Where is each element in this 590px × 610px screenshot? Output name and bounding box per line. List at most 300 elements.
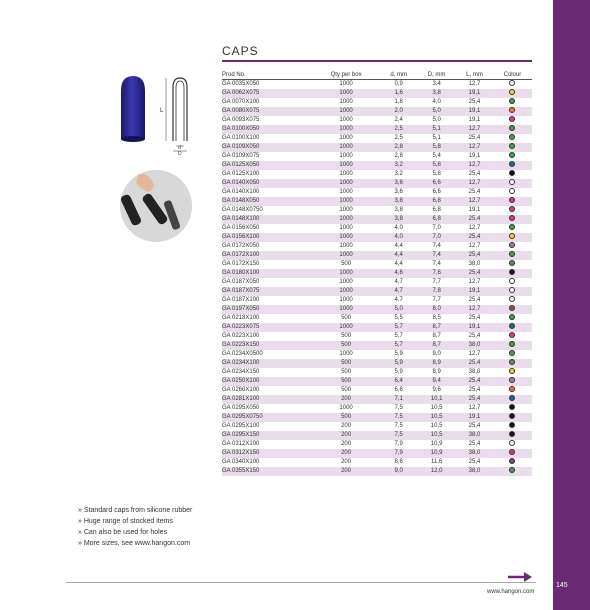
cell-qty: 1000 xyxy=(312,161,380,170)
cell-L: 38,0 xyxy=(468,369,481,375)
colour-swatch-icon xyxy=(509,386,515,392)
cell-colour xyxy=(493,377,532,386)
colour-swatch-icon xyxy=(509,179,515,185)
cell-prod-no: GA 0340X100 xyxy=(222,459,260,465)
cell-D: 5,0 xyxy=(432,117,441,123)
colour-swatch-icon xyxy=(509,395,515,401)
cell-colour xyxy=(493,215,532,224)
cell-qty: 500 xyxy=(312,413,380,422)
table-row xyxy=(222,107,532,116)
cell-colour xyxy=(493,305,532,314)
cell-prod-no: GA 0140X050 xyxy=(222,179,312,188)
cell-colour xyxy=(493,269,532,278)
cell-D: 3,4 xyxy=(432,81,441,87)
cell-L: 25,4 xyxy=(468,459,481,465)
table-row xyxy=(222,314,532,323)
cell-colour xyxy=(493,278,532,287)
colour-swatch-icon xyxy=(509,152,515,158)
cell-prod-no: GA 0109X075 xyxy=(222,153,260,159)
cell-d: 7,5 xyxy=(380,431,417,440)
cell-colour xyxy=(493,80,532,90)
table-header-row xyxy=(222,70,532,80)
cell-d: 5,7 xyxy=(380,341,417,350)
caps-usage-photo xyxy=(120,170,192,242)
colour-swatch-icon xyxy=(509,215,515,221)
cell-qty: 200 xyxy=(312,449,380,458)
cell-qty: 1000 xyxy=(312,251,380,260)
cell-d: 5,9 xyxy=(394,351,403,357)
cell-L: 12,7 xyxy=(456,305,493,314)
cell-L: 12,7 xyxy=(456,125,493,134)
cell-L: 12,7 xyxy=(456,143,493,152)
cell-D: 10,9 xyxy=(430,441,443,447)
cell-colour xyxy=(493,431,532,440)
cell-colour xyxy=(493,179,532,188)
col-header-d: d, mm xyxy=(380,70,417,80)
cell-L: 12,7 xyxy=(468,279,481,285)
cell-L: 25,4 xyxy=(468,135,481,141)
footer-url-link[interactable]: www.hangon.com xyxy=(487,589,535,595)
col-header-colour: Colour xyxy=(493,70,532,80)
cell-D: 8,9 xyxy=(417,359,456,368)
colour-swatch-icon xyxy=(509,305,515,311)
colour-swatch-icon xyxy=(509,413,515,419)
cell-D: 10,5 xyxy=(430,423,443,429)
cell-D: 10,5 xyxy=(417,413,456,422)
cell-prod-no: GA 0156X050 xyxy=(222,225,260,231)
cell-colour xyxy=(493,188,532,197)
colour-swatch-icon xyxy=(509,458,515,464)
cell-qty: 1000 xyxy=(339,117,353,123)
cell-d: 3,8 xyxy=(394,207,403,213)
cell-D: 9,0 xyxy=(432,351,441,357)
cell-D: 8,7 xyxy=(417,323,456,332)
table-row xyxy=(222,251,532,260)
cell-colour xyxy=(493,332,532,341)
table-row xyxy=(222,269,532,278)
cell-d: 4,0 xyxy=(380,233,417,242)
cell-L: 38,0 xyxy=(456,467,493,476)
table-row xyxy=(222,152,532,161)
cell-colour xyxy=(493,341,532,350)
cell-D: 7,6 xyxy=(417,269,456,278)
colour-swatch-icon xyxy=(509,80,515,86)
cell-qty: 1000 xyxy=(339,171,353,177)
cell-L: 25,4 xyxy=(468,333,481,339)
cell-colour xyxy=(493,359,532,368)
cell-qty: 500 xyxy=(312,359,380,368)
cell-colour xyxy=(493,242,532,251)
cell-d: 3,2 xyxy=(380,161,417,170)
cell-qty: 1000 xyxy=(312,125,380,134)
cell-colour xyxy=(493,206,532,215)
cell-colour xyxy=(493,233,532,242)
cell-prod-no: GA 0187X100 xyxy=(222,297,260,303)
colour-swatch-icon xyxy=(509,467,515,473)
cell-colour xyxy=(493,143,532,152)
cell-prod-no: GA 0223X150 xyxy=(222,341,312,350)
cell-qty: 200 xyxy=(341,459,352,465)
cell-D: 9,4 xyxy=(417,377,456,386)
cell-L: 12,7 xyxy=(468,81,481,87)
cell-D: 7,0 xyxy=(432,225,441,231)
table-row xyxy=(222,341,532,350)
colour-swatch-icon xyxy=(509,422,515,428)
cell-L: 25,4 xyxy=(456,377,493,386)
cell-L: 19,1 xyxy=(456,413,493,422)
cell-qty: 500 xyxy=(341,387,352,393)
cell-d: 5,9 xyxy=(380,359,417,368)
cell-D: 11,6 xyxy=(430,459,443,465)
bullet-item: » More sizes, see www.hangon.com xyxy=(78,540,191,547)
colour-swatch-icon xyxy=(509,323,515,329)
cell-prod-no: GA 0295X100 xyxy=(222,423,260,429)
cell-colour xyxy=(493,116,532,125)
cell-colour xyxy=(493,107,532,116)
bullet-item: » Standard caps from silicone rubber xyxy=(78,507,193,514)
cell-L: 25,4 xyxy=(456,269,493,278)
colour-swatch-icon xyxy=(509,197,515,203)
cell-d: 3,6 xyxy=(394,189,403,195)
table-row xyxy=(222,134,532,143)
cell-D: 8,5 xyxy=(432,315,441,321)
cell-colour xyxy=(493,134,532,143)
cell-prod-no: GA 0197X050 xyxy=(222,305,312,314)
table-row xyxy=(222,395,532,404)
table-row xyxy=(222,386,532,395)
table-row xyxy=(222,215,532,224)
table-row xyxy=(222,404,532,413)
cell-qty: 500 xyxy=(341,315,352,321)
cell-D: 7,7 xyxy=(432,297,441,303)
cell-qty: 200 xyxy=(312,467,380,476)
cell-d: 4,7 xyxy=(380,287,417,296)
cell-prod-no: GA 0148X050 xyxy=(222,197,312,206)
cell-L: 12,7 xyxy=(456,161,493,170)
cell-qty: 500 xyxy=(341,333,352,339)
cell-qty: 1000 xyxy=(339,243,353,249)
cell-colour xyxy=(493,422,532,431)
cell-L: 19,1 xyxy=(456,287,493,296)
cell-qty: 1000 xyxy=(312,287,380,296)
cell-D: 5,8 xyxy=(417,161,456,170)
col-header-prod-no: Prod No. xyxy=(222,70,312,80)
cell-L: 19,1 xyxy=(456,323,493,332)
cell-qty: 500 xyxy=(312,377,380,386)
cell-D: 7,0 xyxy=(417,233,456,242)
table-row xyxy=(222,305,532,314)
cell-d: 4,7 xyxy=(394,297,403,303)
cell-D: 10,9 xyxy=(417,449,456,458)
colour-swatch-icon xyxy=(509,341,515,347)
cell-D: 8,7 xyxy=(432,333,441,339)
table-row xyxy=(222,80,532,90)
cell-d: 7,5 xyxy=(394,405,403,411)
cell-D: 8,9 xyxy=(432,369,441,375)
cell-D: 6,8 xyxy=(417,215,456,224)
cell-D: 7,4 xyxy=(432,243,441,249)
cell-d: 6,4 xyxy=(380,377,417,386)
bullet-item: » Can also be used for holes xyxy=(78,529,168,536)
cell-prod-no: GA 0070X100 xyxy=(222,99,260,105)
cell-prod-no: GA 0172X050 xyxy=(222,243,260,249)
cell-L: 25,4 xyxy=(468,99,481,105)
colour-swatch-icon xyxy=(509,350,515,356)
cell-qty: 1000 xyxy=(312,215,380,224)
cell-prod-no: GA 0250X100 xyxy=(222,377,312,386)
table-row xyxy=(222,89,532,98)
cell-L: 25,4 xyxy=(468,387,481,393)
cell-L: 19,1 xyxy=(468,207,481,213)
cell-D: 5,0 xyxy=(417,107,456,116)
table-row xyxy=(222,431,532,440)
colour-swatch-icon xyxy=(509,404,515,410)
cell-d: 2,0 xyxy=(380,107,417,116)
colour-swatch-icon xyxy=(509,134,515,140)
colour-swatch-icon xyxy=(509,251,515,257)
cell-D: 7,8 xyxy=(417,287,456,296)
table-row xyxy=(222,287,532,296)
table-row xyxy=(222,377,532,386)
colour-swatch-icon xyxy=(509,143,515,149)
cell-prod-no: GA 0148X0750 xyxy=(222,207,263,213)
table-row xyxy=(222,350,532,359)
cell-qty: 1000 xyxy=(339,135,353,141)
cell-d: 3,8 xyxy=(380,197,417,206)
cell-colour xyxy=(493,368,532,377)
cell-D: 9,6 xyxy=(432,387,441,393)
table-row xyxy=(222,368,532,377)
cell-L: 25,4 xyxy=(456,233,493,242)
cell-L: 25,4 xyxy=(456,395,493,404)
cell-D: 5,8 xyxy=(432,171,441,177)
cell-prod-no: GA 0148X100 xyxy=(222,215,312,224)
cell-prod-no: GA 0140X100 xyxy=(222,189,260,195)
cell-qty: 1000 xyxy=(312,143,380,152)
cell-d: 3,8 xyxy=(380,215,417,224)
cell-D: 10,5 xyxy=(417,431,456,440)
colour-swatch-icon xyxy=(509,116,515,122)
cell-qty: 500 xyxy=(341,261,352,267)
cell-L: 19,1 xyxy=(468,117,481,123)
cell-prod-no: GA 0281X100 xyxy=(222,395,312,404)
table-row xyxy=(222,413,532,422)
cell-colour xyxy=(493,314,532,323)
cell-prod-no: GA 0312X100 xyxy=(222,441,260,447)
cell-prod-no: GA 0187X050 xyxy=(222,279,260,285)
cell-colour xyxy=(493,89,532,98)
table-row xyxy=(222,116,532,125)
cell-d: 4,6 xyxy=(380,269,417,278)
cell-D: 5,1 xyxy=(417,125,456,134)
cell-qty: 1000 xyxy=(339,189,353,195)
cell-prod-no: GA 0312X150 xyxy=(222,449,312,458)
colour-swatch-icon xyxy=(509,107,515,113)
cell-qty: 1000 xyxy=(339,225,353,231)
colour-swatch-icon xyxy=(509,89,515,95)
colour-swatch-icon xyxy=(509,188,515,194)
cell-d: 7,1 xyxy=(380,395,417,404)
cell-d: 2,5 xyxy=(394,135,403,141)
cell-prod-no: GA 0172X150 xyxy=(222,261,260,267)
cell-D: 6,8 xyxy=(417,197,456,206)
table-row xyxy=(222,143,532,152)
colour-swatch-icon xyxy=(509,449,515,455)
cell-d: 0,9 xyxy=(394,81,403,87)
cell-D: 7,4 xyxy=(432,261,441,267)
cell-qty: 1000 xyxy=(312,269,380,278)
cell-d: 4,7 xyxy=(394,279,403,285)
cell-d: 3,6 xyxy=(380,179,417,188)
cell-colour xyxy=(493,458,532,467)
cell-prod-no: GA 0180X100 xyxy=(222,269,312,278)
cell-L: 25,4 xyxy=(456,251,493,260)
colour-swatch-icon xyxy=(509,125,515,131)
cell-colour xyxy=(493,296,532,305)
colour-swatch-icon xyxy=(509,206,515,212)
cell-qty: 1000 xyxy=(339,81,353,87)
cell-prod-no: GA 0223X075 xyxy=(222,323,312,332)
cell-colour xyxy=(493,404,532,413)
cell-prod-no: GA 0080X075 xyxy=(222,107,312,116)
cell-D: 5,4 xyxy=(432,153,441,159)
cell-L: 12,7 xyxy=(468,405,481,411)
cell-D: 8,0 xyxy=(417,305,456,314)
cell-D: 10,1 xyxy=(417,395,456,404)
dim-label-D: D xyxy=(178,151,182,155)
cell-d: 7,5 xyxy=(380,413,417,422)
cell-prod-no: GA 0260X100 xyxy=(222,387,260,393)
cell-colour xyxy=(493,161,532,170)
cap-product-illustration xyxy=(118,75,196,155)
cell-D: 3,8 xyxy=(417,89,456,98)
table-row xyxy=(222,323,532,332)
table-row xyxy=(222,224,532,233)
cell-L: 12,7 xyxy=(456,179,493,188)
colour-swatch-icon xyxy=(509,296,515,302)
cell-d: 5,7 xyxy=(394,333,403,339)
cell-d: 2,8 xyxy=(394,153,403,159)
table-row xyxy=(222,98,532,107)
table-row xyxy=(222,125,532,134)
cell-d: 5,7 xyxy=(380,323,417,332)
cell-D: 10,5 xyxy=(430,405,443,411)
cell-prod-no: GA 0156X100 xyxy=(222,233,312,242)
cell-d: 4,0 xyxy=(394,225,403,231)
table-row xyxy=(222,458,532,467)
table-row xyxy=(222,170,532,179)
cell-d: 1,8 xyxy=(394,99,403,105)
cell-L: 25,4 xyxy=(468,189,481,195)
cell-qty: 500 xyxy=(312,341,380,350)
cell-D: 12,0 xyxy=(417,467,456,476)
cell-qty: 1000 xyxy=(339,99,353,105)
cell-d: 3,2 xyxy=(394,171,403,177)
next-page-arrow-icon[interactable] xyxy=(508,569,532,587)
cell-D: 7,4 xyxy=(417,251,456,260)
cell-L: 38,0 xyxy=(456,449,493,458)
cell-colour xyxy=(493,98,532,107)
cell-qty: 1000 xyxy=(339,351,353,357)
table-row xyxy=(222,296,532,305)
cell-colour xyxy=(493,197,532,206)
cell-L: 25,4 xyxy=(468,171,481,177)
cell-qty: 1000 xyxy=(312,197,380,206)
colour-swatch-icon xyxy=(509,98,515,104)
cell-prod-no: GA 0125X050 xyxy=(222,161,312,170)
table-row xyxy=(222,188,532,197)
cell-colour xyxy=(493,224,532,233)
cell-prod-no: GA 0109X050 xyxy=(222,143,312,152)
cell-qty: 1000 xyxy=(312,305,380,314)
cell-colour xyxy=(493,440,532,449)
colour-swatch-icon xyxy=(509,242,515,248)
cell-prod-no: GA 0125X100 xyxy=(222,171,260,177)
cell-prod-no: GA 0234X100 xyxy=(222,359,312,368)
table-row xyxy=(222,278,532,287)
cell-D: 5,1 xyxy=(432,135,441,141)
colour-swatch-icon xyxy=(509,332,515,338)
colour-swatch-icon xyxy=(509,287,515,293)
cell-L: 19,1 xyxy=(456,107,493,116)
colour-swatch-icon xyxy=(509,161,515,167)
cell-L: 12,7 xyxy=(456,197,493,206)
colour-swatch-icon xyxy=(509,269,515,275)
cell-L: 25,4 xyxy=(456,359,493,368)
cell-qty: 200 xyxy=(341,423,352,429)
cell-colour xyxy=(493,467,532,476)
cell-prod-no: GA 0355X150 xyxy=(222,467,312,476)
cell-d: 7,9 xyxy=(380,449,417,458)
cell-prod-no: GA 0187X075 xyxy=(222,287,312,296)
cell-L: 38,0 xyxy=(468,261,481,267)
table-row xyxy=(222,467,532,476)
colour-swatch-icon xyxy=(509,368,515,374)
cell-qty: 1000 xyxy=(312,323,380,332)
colour-swatch-icon xyxy=(509,440,515,446)
col-header-qty: Qty per box xyxy=(312,70,380,80)
colour-swatch-icon xyxy=(509,359,515,365)
cell-qty: 1000 xyxy=(312,233,380,242)
cell-L: 19,1 xyxy=(468,153,481,159)
dim-label-d: d xyxy=(178,145,181,151)
cell-d: 4,4 xyxy=(380,251,417,260)
cell-colour xyxy=(493,323,532,332)
cell-d: 9,0 xyxy=(380,467,417,476)
purple-sidebar-band xyxy=(553,0,590,610)
colour-swatch-icon xyxy=(509,224,515,230)
cell-d: 2,5 xyxy=(380,125,417,134)
cell-prod-no: GA 0100X100 xyxy=(222,135,260,141)
cell-d: 6,6 xyxy=(394,387,403,393)
table-row xyxy=(222,359,532,368)
cell-prod-no: GA 0035X050 xyxy=(222,81,260,87)
cell-d: 4,4 xyxy=(394,243,403,249)
table-row xyxy=(222,197,532,206)
colour-swatch-icon xyxy=(509,377,515,383)
cell-colour xyxy=(493,125,532,134)
cell-D: 6,6 xyxy=(417,179,456,188)
table-row xyxy=(222,179,532,188)
cell-qty: 500 xyxy=(341,369,352,375)
cell-prod-no: GA 0093X075 xyxy=(222,117,260,123)
cell-qty: 1000 xyxy=(339,279,353,285)
colour-swatch-icon xyxy=(509,278,515,284)
colour-swatch-icon xyxy=(509,170,515,176)
cell-d: 2,4 xyxy=(394,117,403,123)
cell-prod-no: GA 0062X075 xyxy=(222,89,312,98)
cell-d: 8,6 xyxy=(394,459,403,465)
